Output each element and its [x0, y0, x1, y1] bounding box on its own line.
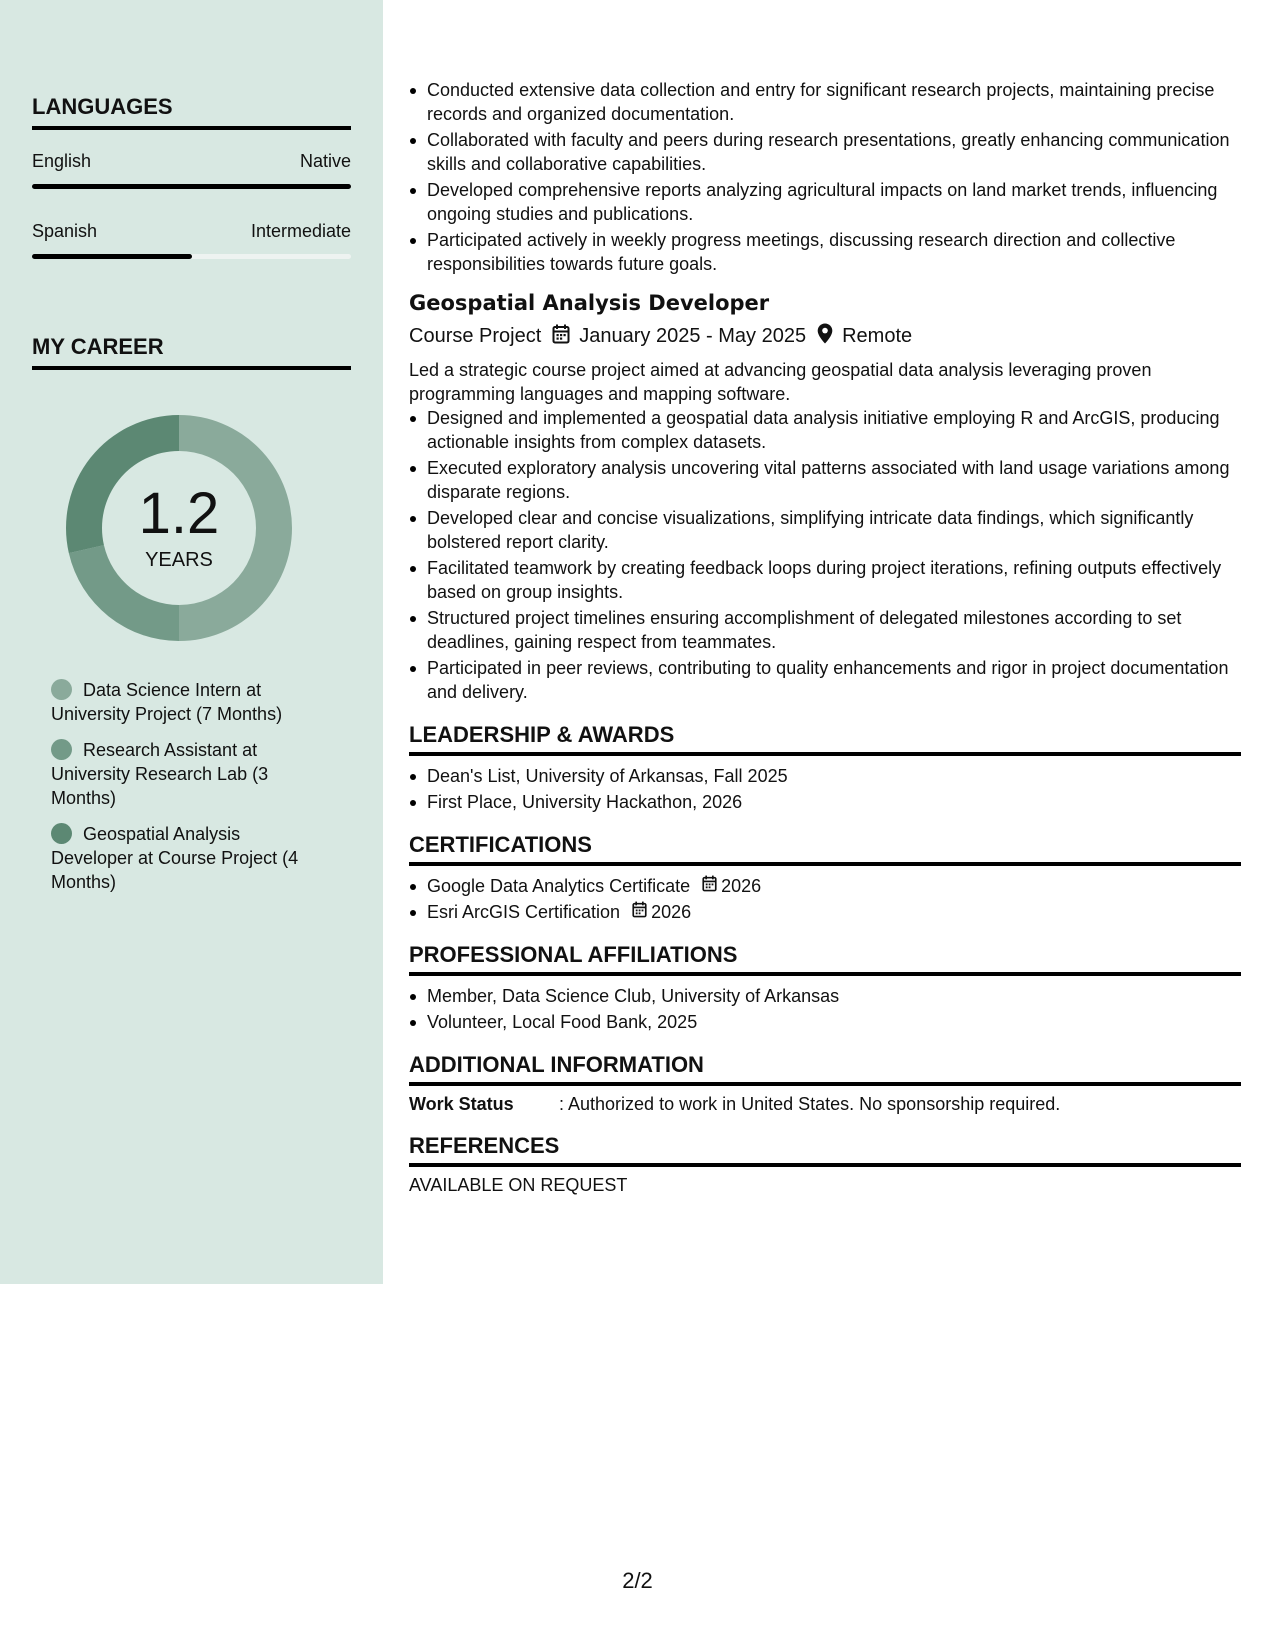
- list-item: Member, Data Science Club, University of Arkansas: [409, 984, 1241, 1008]
- language-spanish: [32, 221, 351, 259]
- work-status-label: Work Status: [409, 1094, 514, 1114]
- legend-label: Data Science Intern at University Project (7 Months): [51, 680, 283, 724]
- legend-dot: [51, 679, 72, 700]
- certification-name: Google Data Analytics Certificate: [427, 876, 691, 896]
- certification-year: 2026: [651, 902, 692, 922]
- language-proficiency-bar: [32, 254, 351, 259]
- list-item: Dean's List, University of Arkansas, Fall 2025: [409, 764, 1241, 788]
- language-level: Intermediate: [250, 221, 351, 241]
- language-level: Native: [299, 151, 351, 171]
- certification-name: Esri ArcGIS Certification: [427, 902, 621, 922]
- references-heading: REFERENCES: [409, 1133, 1241, 1167]
- language-name: Spanish: [32, 221, 98, 241]
- list-item: Conducted extensive data collection and entry for significant research projects, maintaining precise records and organized documentation.: [409, 78, 1241, 126]
- language-proficiency-fill: [32, 254, 192, 259]
- legend-label: Geospatial Analysis Developer at Course Project (4 Months): [51, 824, 299, 892]
- map-pin-icon: [817, 323, 833, 350]
- affiliations-heading: PROFESSIONAL AFFILIATIONS: [409, 942, 1241, 976]
- language-name: English: [32, 151, 92, 171]
- list-item: Structured project timelines ensuring accomplishment of delegated milestones according to set deadlines, gaining respect from teammates.: [409, 606, 1241, 654]
- job-description: Led a strategic course project aimed at advancing geospatial data analysis leveraging proven programming languages and mapping software.: [409, 360, 1152, 404]
- certifications-heading: CERTIFICATIONS: [409, 832, 1241, 866]
- calendar-icon: [702, 874, 717, 898]
- leadership-heading: LEADERSHIP & AWARDS: [409, 722, 1241, 756]
- job-bullets: [409, 406, 1241, 704]
- main-content: [409, 78, 1241, 1196]
- career-heading: MY CAREER: [32, 334, 351, 370]
- language-proficiency-bar: [32, 184, 351, 189]
- list-item: Developed clear and concise visualizations, simplifying intricate data findings, which significantly bolstered report clarity.: [409, 506, 1241, 554]
- languages-heading: LANGUAGES: [32, 94, 351, 130]
- legend-dot: [51, 739, 72, 760]
- career-donut-chart: [66, 415, 292, 641]
- references-text: AVAILABLE ON REQUEST: [409, 1175, 628, 1195]
- language-english: [32, 151, 351, 189]
- calendar-icon: [552, 324, 570, 350]
- list-item: [409, 900, 1241, 924]
- list-item: Executed exploratory analysis uncovering vital patterns associated with land usage variations among disparate regions.: [409, 456, 1241, 504]
- list-item: Participated actively in weekly progress meetings, discussing research direction and collective responsibilities towards future goals.: [409, 228, 1241, 276]
- job-location: Remote: [842, 325, 913, 347]
- additional-info-heading: ADDITIONAL INFORMATION: [409, 1052, 1241, 1086]
- previous-job-bullets: [409, 78, 1241, 276]
- legend-label: Research Assistant at University Research Lab (3 Months): [51, 740, 269, 808]
- sidebar: [0, 0, 383, 1284]
- page-number: 2/2: [622, 1568, 653, 1593]
- certification-year: 2026: [721, 876, 762, 896]
- list-item: Designed and implemented a geospatial data analysis initiative employing R and ArcGIS, producing actionable insights from complex datasets.: [409, 406, 1241, 454]
- legend-item: [51, 738, 321, 810]
- job-dates: January 2025 - May 2025: [579, 325, 807, 347]
- leadership-list: [409, 764, 1241, 814]
- list-item: Facilitated teamwork by creating feedback loops during project iterations, refining outputs effectively based on group insights.: [409, 556, 1241, 604]
- language-proficiency-fill: [32, 184, 351, 189]
- affiliations-list: [409, 984, 1241, 1034]
- career-total-years: 1.2: [138, 481, 220, 546]
- list-item: Participated in peer reviews, contributing to quality enhancements and rigor in project documentation and delivery.: [409, 656, 1241, 704]
- list-item: Developed comprehensive reports analyzing agricultural impacts on land market trends, influencing ongoing studies and publications.: [409, 178, 1241, 226]
- legend-item: [51, 678, 321, 726]
- calendar-icon: [632, 900, 647, 924]
- list-item: Collaborated with faculty and peers during research presentations, greatly enhancing communication skills and collaborative capabilities.: [409, 128, 1241, 176]
- job-company: Course Project: [409, 325, 542, 347]
- career-years-unit: YEARS: [145, 549, 213, 571]
- work-status-row: [409, 1094, 1241, 1115]
- certifications-list: [409, 874, 1241, 924]
- list-item: Volunteer, Local Food Bank, 2025: [409, 1010, 1241, 1034]
- job-title: Geospatial Analysis Developer: [409, 291, 770, 315]
- career-legend: [51, 678, 321, 906]
- legend-dot: [51, 823, 72, 844]
- list-item: First Place, University Hackathon, 2026: [409, 790, 1241, 814]
- work-status-value: : Authorized to work in United States. No sponsorship required.: [559, 1094, 1061, 1114]
- job-meta: [409, 323, 1241, 350]
- list-item: [409, 874, 1241, 898]
- legend-item: [51, 822, 321, 894]
